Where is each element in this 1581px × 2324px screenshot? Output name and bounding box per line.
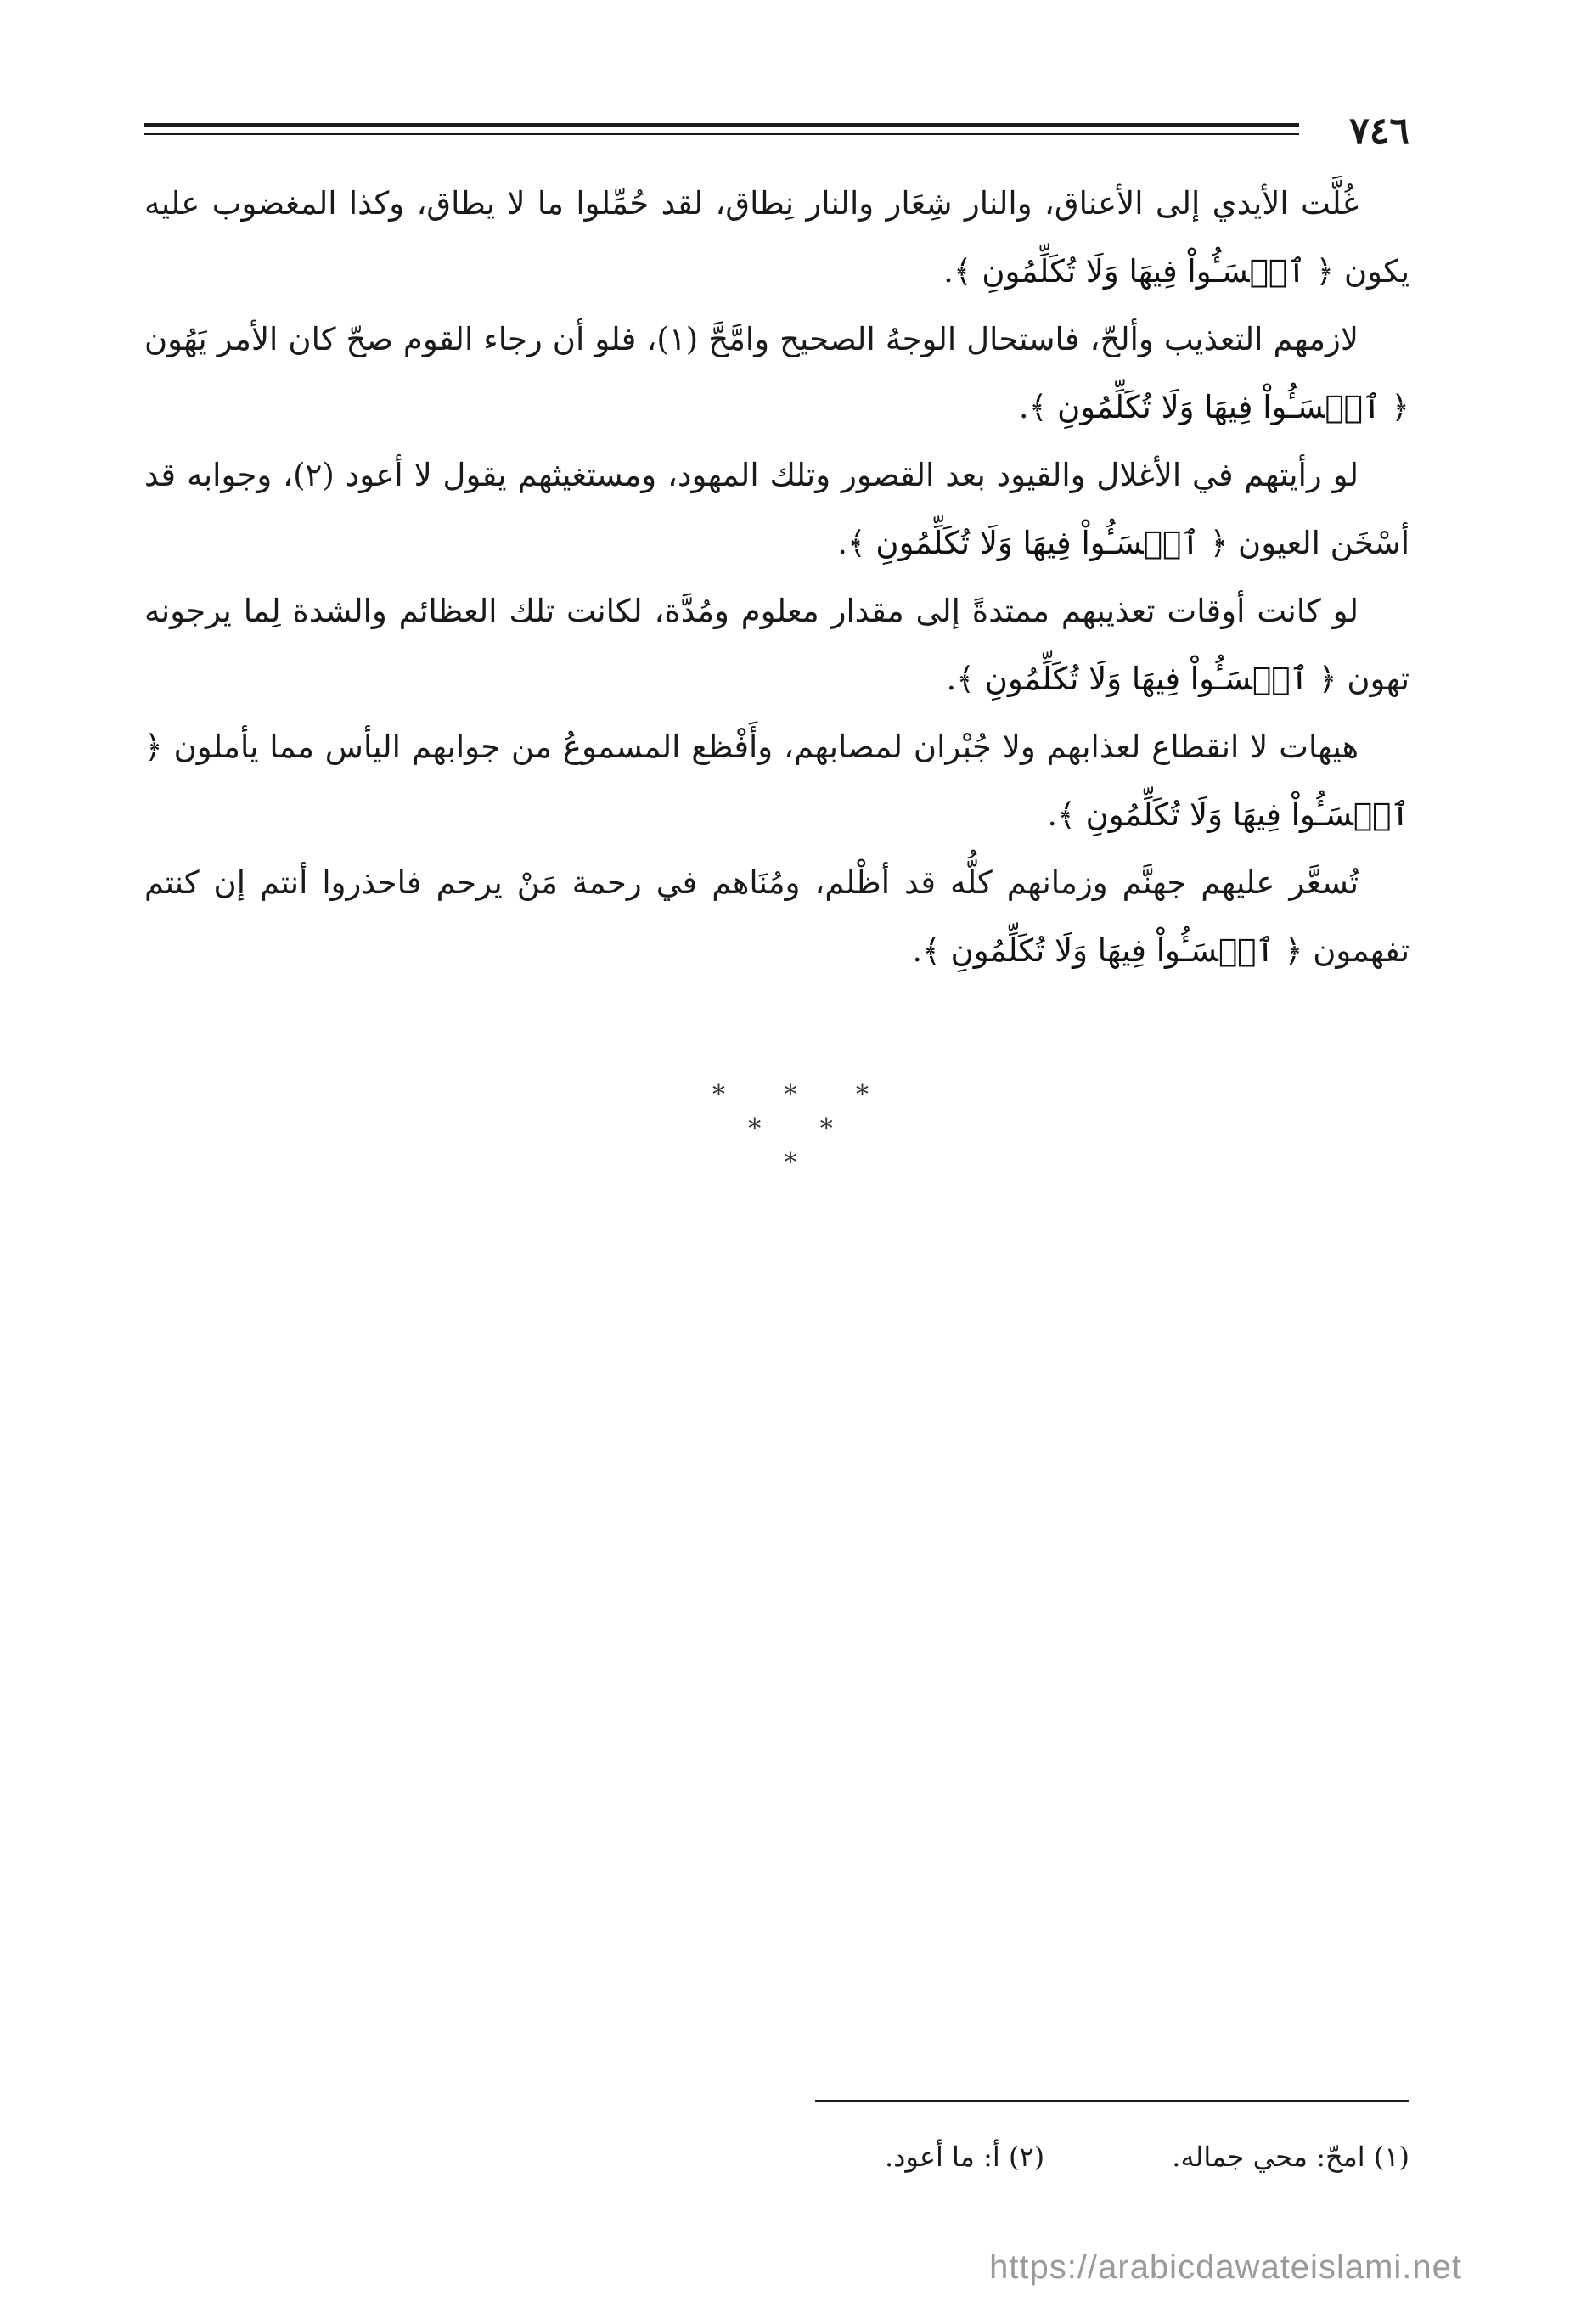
paragraph-end: .: [912, 932, 923, 969]
stars-row-1: * * *: [712, 1080, 895, 1110]
footnote-1: (١) امحّ: محي جماله.: [1172, 2141, 1409, 2173]
paragraph-end: .: [837, 525, 847, 561]
paragraph-text: غُلَّت الأيدي إلى الأعناق، والنار شِعَار والنار نِطاق، لقد حُمِّلوا ما لا يطاق، وكذا المغضوب عليه يكون: [144, 185, 1409, 290]
paragraph-1: [144, 170, 1409, 306]
quran-verse: ﴿ ٱخۡسَـُٔواْ فِيهَا وَلَا تُكَلِّمُونِ ﴾: [1028, 389, 1409, 425]
stars-row-2: * *: [748, 1114, 858, 1144]
paragraph-end: .: [946, 661, 957, 697]
paragraph-end: .: [1018, 389, 1029, 425]
quran-verse: ﴿ ٱخۡسَـُٔواْ فِيهَا وَلَا تُكَلِّمُونِ ﴾: [956, 661, 1337, 697]
watermark-url: https://arabicdawateislami.net: [989, 2248, 1462, 2286]
section-divider-stars: [0, 1078, 1581, 1180]
paragraph-end: .: [943, 253, 954, 290]
paragraph-5: [144, 713, 1409, 849]
quran-verse: ﴿ ٱخۡسَـُٔواْ فِيهَا وَلَا تُكَلِّمُونِ ﴾: [922, 932, 1303, 969]
page-number: ٧٤٦: [1349, 110, 1409, 153]
body-text: [144, 170, 1409, 985]
stars-row-3: *: [784, 1148, 823, 1178]
page-header: [144, 106, 1409, 157]
quran-verse: ﴿ ٱخۡسَـُٔواْ فِيهَا وَلَا تُكَلِّمُونِ ﴾: [953, 253, 1335, 290]
paragraph-3: [144, 442, 1409, 577]
paragraph-end: .: [1047, 796, 1058, 833]
quran-verse: ﴿ ٱخۡسَـُٔواْ فِيهَا وَلَا تُكَلِّمُونِ ﴾: [144, 729, 1409, 833]
header-rule-thin: [144, 133, 1299, 135]
header-rule-thick: [144, 123, 1299, 127]
footnotes: [509, 2135, 1409, 2178]
footnote-2: (٢) أ: ما أعود.: [884, 2141, 1045, 2173]
paragraph-text: هيهات لا انقطاع لعذابهم ولا جُبْران لمصابهم، وأَفْظع المسموعُ من جوابهم اليأس مما يأملون: [173, 729, 1359, 765]
footnote-rule: [815, 2100, 1409, 2102]
paragraph-text: لو رأيتهم في الأغلال والقيود بعد القصور وتلك المهود، ومستغيثهم يقول لا أعود (٢)، وجوابه قد أسْخَن العيون: [144, 457, 1409, 561]
paragraph-text: تُسعَّر عليهم جهنَّم وزمانهم كلُّه قد أظْلم، ومُنَاهم في رحمة مَنْ يرحم فاحذروا أنتم إن كنتم تفهمون: [144, 864, 1409, 969]
paragraph-6: [144, 849, 1409, 985]
paragraph-4: [144, 577, 1409, 713]
paragraph-text: لازمهم التعذيب وألحّ، فاستحال الوجهُ الصحيح وامَّحَّ (١)، فلو أن رجاء القوم صحّ كان الأمر يَهُون: [144, 321, 1359, 357]
quran-verse: ﴿ ٱخۡسَـُٔواْ فِيهَا وَلَا تُكَلِّمُونِ ﴾: [847, 525, 1229, 561]
paragraph-text: لو كانت أوقات تعذيبهم ممتدةً إلى مقدار معلوم ومُدَّة، لكانت تلك العظائم والشدة لِما يرجونه تهون: [144, 593, 1409, 697]
paragraph-2: [144, 306, 1409, 442]
